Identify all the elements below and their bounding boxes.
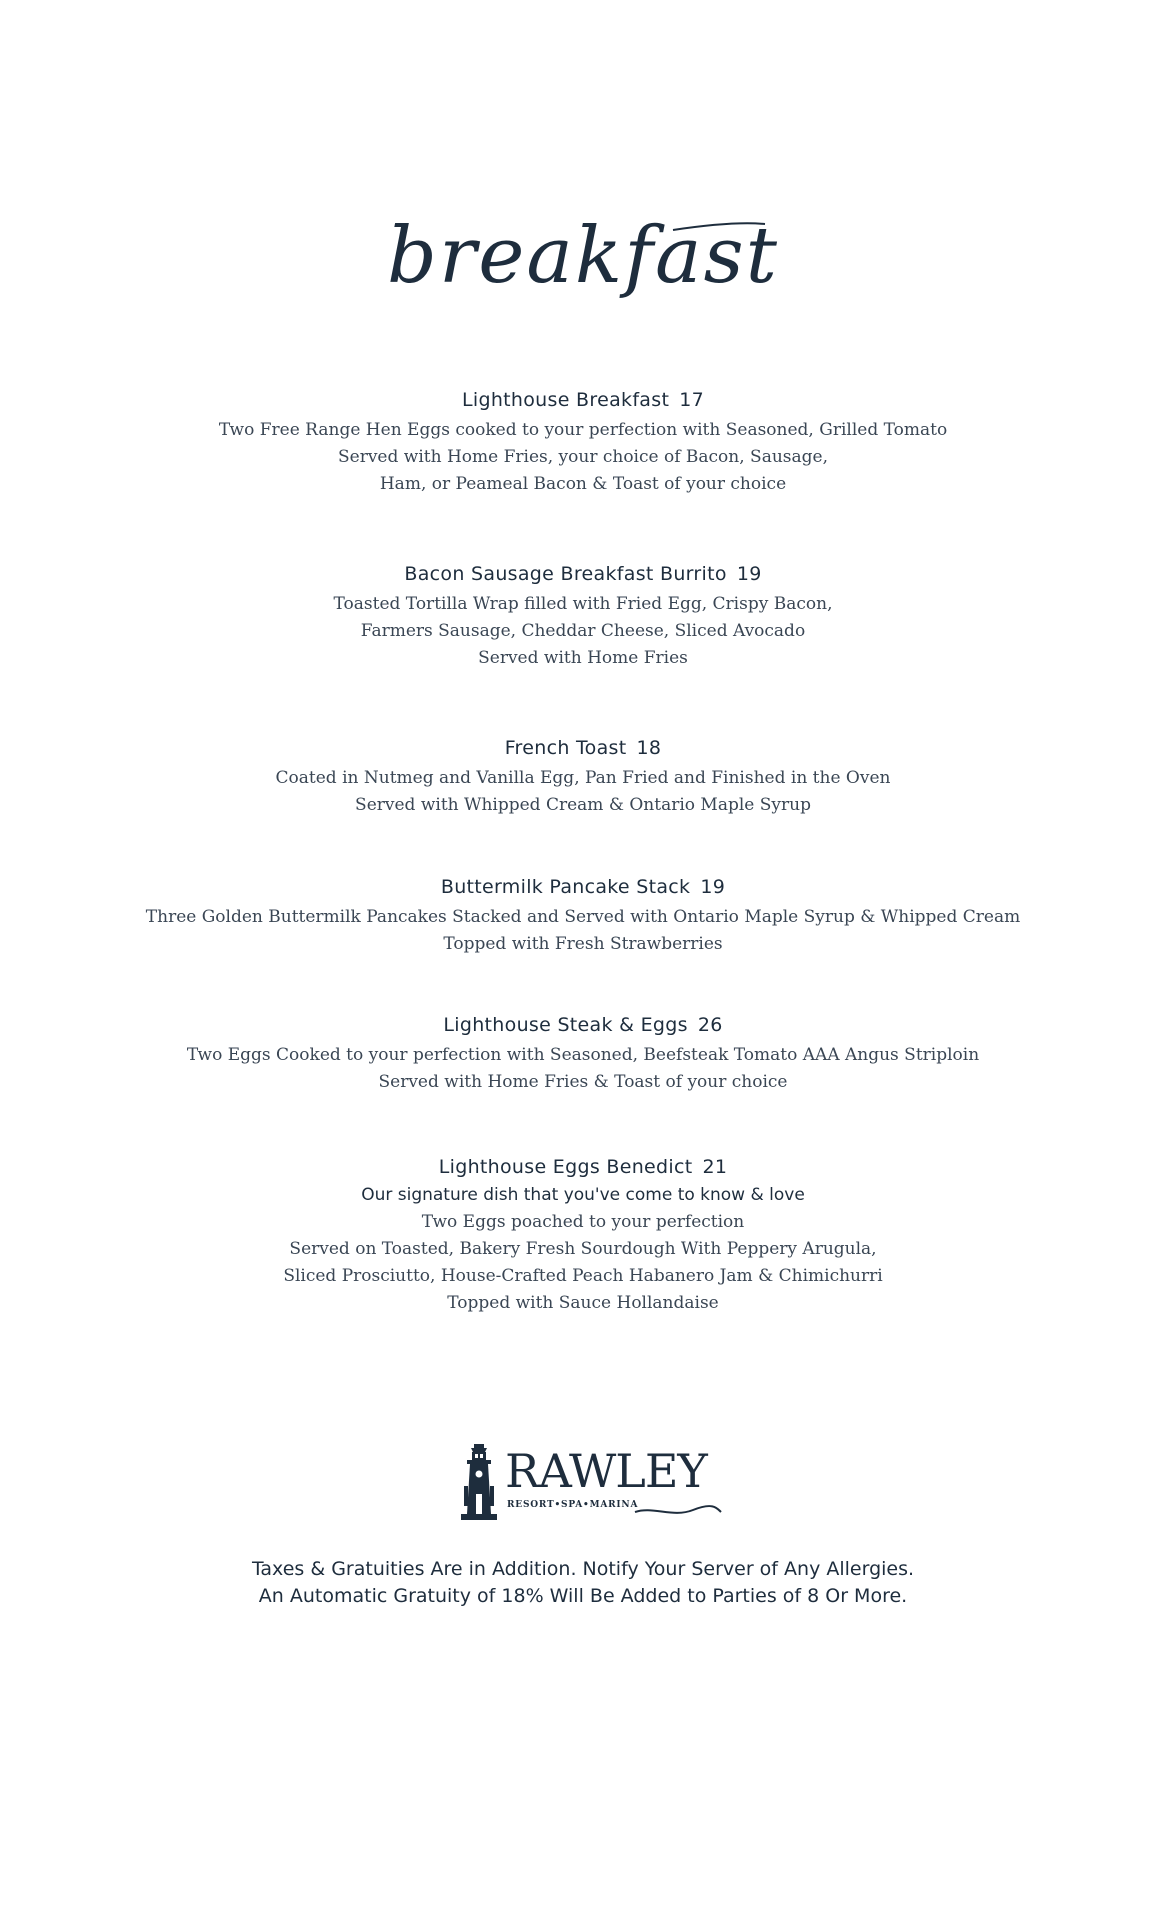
description-line: Farmers Sausage, Cheddar Cheese, Sliced Avocado xyxy=(360,621,806,641)
logo-wordmark: RAWLEY xyxy=(505,1444,707,1498)
wave-icon xyxy=(633,1502,723,1520)
item-price: 26 xyxy=(697,1014,723,1036)
menu-item-pancake-stack xyxy=(0,873,1166,958)
description-line: Three Golden Buttermilk Pancakes Stacked and Served with Ontario Maple Syrup & Whipped Cream xyxy=(145,907,1021,927)
item-heading xyxy=(0,1011,1166,1039)
item-heading xyxy=(0,873,1166,901)
item-tagline: Our signature dish that you've come to know & love xyxy=(361,1185,805,1205)
item-description xyxy=(0,591,1166,672)
item-description xyxy=(0,1042,1166,1096)
item-price: 21 xyxy=(702,1156,728,1178)
breakfast-script-title xyxy=(373,200,793,340)
description-line: Sliced Prosciutto, House-Crafted Peach Habanero Jam & Chimichurri xyxy=(283,1266,883,1286)
footer-notice xyxy=(0,1556,1166,1610)
item-description xyxy=(0,765,1166,819)
rawley-logo xyxy=(455,1442,725,1522)
item-name: Lighthouse Steak & Eggs xyxy=(443,1014,688,1036)
menu-item-eggs-benedict xyxy=(0,1153,1166,1317)
description-line: Toasted Tortilla Wrap filled with Fried Egg, Crispy Bacon, xyxy=(333,594,833,614)
item-name: Bacon Sausage Breakfast Burrito xyxy=(404,563,727,585)
item-name: Lighthouse Breakfast xyxy=(462,389,670,411)
description-line: Served with Home Fries, your choice of Bacon, Sausage, xyxy=(337,447,828,467)
menu-item-lighthouse-breakfast xyxy=(0,386,1166,498)
item-name: French Toast xyxy=(504,737,627,759)
lighthouse-icon xyxy=(455,1442,503,1522)
menu-item-french-toast xyxy=(0,734,1166,819)
description-line: Served with Home Fries & Toast of your choice xyxy=(378,1072,788,1092)
menu-item-steak-and-eggs xyxy=(0,1011,1166,1096)
item-price: 17 xyxy=(679,389,704,411)
description-line: Ham, or Peameal Bacon & Toast of your choice xyxy=(379,474,787,494)
item-name: Buttermilk Pancake Stack xyxy=(440,876,691,898)
item-description xyxy=(0,1209,1166,1317)
description-line: Served with Whipped Cream & Ontario Maple Syrup xyxy=(355,795,811,815)
description-line: Two Free Range Hen Eggs cooked to your perfection with Seasoned, Grilled Tomato xyxy=(218,420,948,440)
footer-line: An Automatic Gratuity of 18% Will Be Added to Parties of 8 Or More. xyxy=(258,1585,908,1607)
footer-line: Taxes & Gratuities Are in Addition. Notify Your Server of Any Allergies. xyxy=(251,1558,915,1580)
item-heading xyxy=(0,386,1166,414)
description-line: Two Eggs Cooked to your perfection with Seasoned, Beefsteak Tomato AAA Angus Striploin xyxy=(186,1045,980,1065)
description-line: Coated in Nutmeg and Vanilla Egg, Pan Fried and Finished in the Oven xyxy=(275,768,891,788)
item-description xyxy=(0,417,1166,498)
item-name: Lighthouse Eggs Benedict xyxy=(438,1156,693,1178)
description-line: Two Eggs poached to your perfection xyxy=(421,1212,745,1232)
item-price: 19 xyxy=(736,563,762,585)
menu-title xyxy=(0,200,1166,340)
item-heading xyxy=(0,1153,1166,1181)
menu-item-breakfast-burrito xyxy=(0,560,1166,672)
item-heading xyxy=(0,560,1166,588)
item-heading xyxy=(0,734,1166,762)
description-line: Served with Home Fries xyxy=(478,648,688,668)
description-line: Topped with Fresh Strawberries xyxy=(443,934,723,954)
item-description xyxy=(0,904,1166,958)
description-line: Served on Toasted, Bakery Fresh Sourdough With Peppery Arugula, xyxy=(289,1239,877,1259)
description-line: Topped with Sauce Hollandaise xyxy=(447,1293,719,1313)
logo-subtitle: RESORT•SPA•MARINA xyxy=(507,1500,639,1510)
item-price: 19 xyxy=(700,876,726,898)
menu-title-text: breakfast xyxy=(387,211,779,301)
item-price: 18 xyxy=(636,737,662,759)
